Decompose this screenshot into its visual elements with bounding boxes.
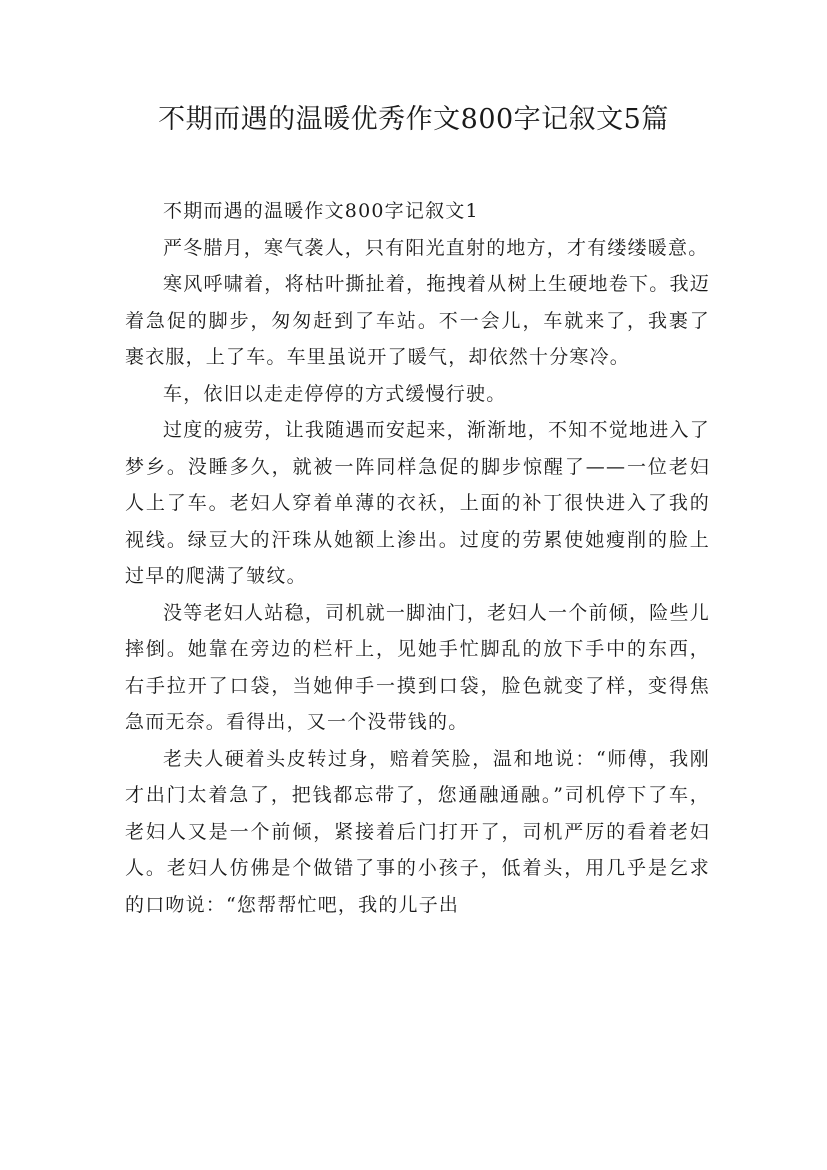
subtitle-paragraph: 不期而遇的温暖作文800字记叙文1 [163,200,479,222]
document-body [125,193,710,923]
body-paragraph: 严冬腊月，寒气袭人，只有阳光直射的地方，才有缕缕暖意。 [163,236,709,259]
body-paragraph: 没等老妇人站稳，司机就一脚油门，老妇人一个前倾，险些儿摔倒。她靠在旁边的栏杆上，见她手忙脚乱的放下手中的东西，右手拉开了口袋，当她伸手一摸到口袋，脸色就变了样，变得焦急而无奈。看得出，又一个没带钱的。 [125,601,710,733]
body-paragraph: 老夫人硬着头皮转过身，赔着笑脸，温和地说：“师傅，我刚才出门太着急了，把钱都忘带了，您通融通融。”司机停下了车，老妇人又是一个前倾，紧接着后门打开了，司机严厉的看着老妇人。老妇人仿佛是个做错了事的小孩子，低着头，用几乎是乞求的口吻说：“您帮帮忙吧，我的儿子出 [125,747,710,916]
document-title: 不期而遇的温暖优秀作文800字记叙文5篇 [158,104,669,135]
body-paragraph: 车，依旧以走走停停的方式缓慢行驶。 [163,382,507,405]
body-paragraph: 寒风呼啸着，将枯叶撕扯着，拖拽着从树上生硬地卷下。我迈着急促的脚步，匆匆赶到了车站。不一会儿，车就来了，我裹了裹衣服，上了车。车里虽说开了暖气，却依然十分寒冷。 [125,273,710,368]
body-paragraph: 过度的疲劳，让我随遇而安起来，渐渐地，不知不觉地进入了梦乡。没睡多久，就被一阵同样急促的脚步惊醒了——一位老妇人上了车。老妇人穿着单薄的衣袄，上面的补丁很快进入了我的视线。绿豆大的汗珠从她额上渗出。过度的劳累使她瘦削的脸上过早的爬满了皱纹。 [125,419,710,587]
